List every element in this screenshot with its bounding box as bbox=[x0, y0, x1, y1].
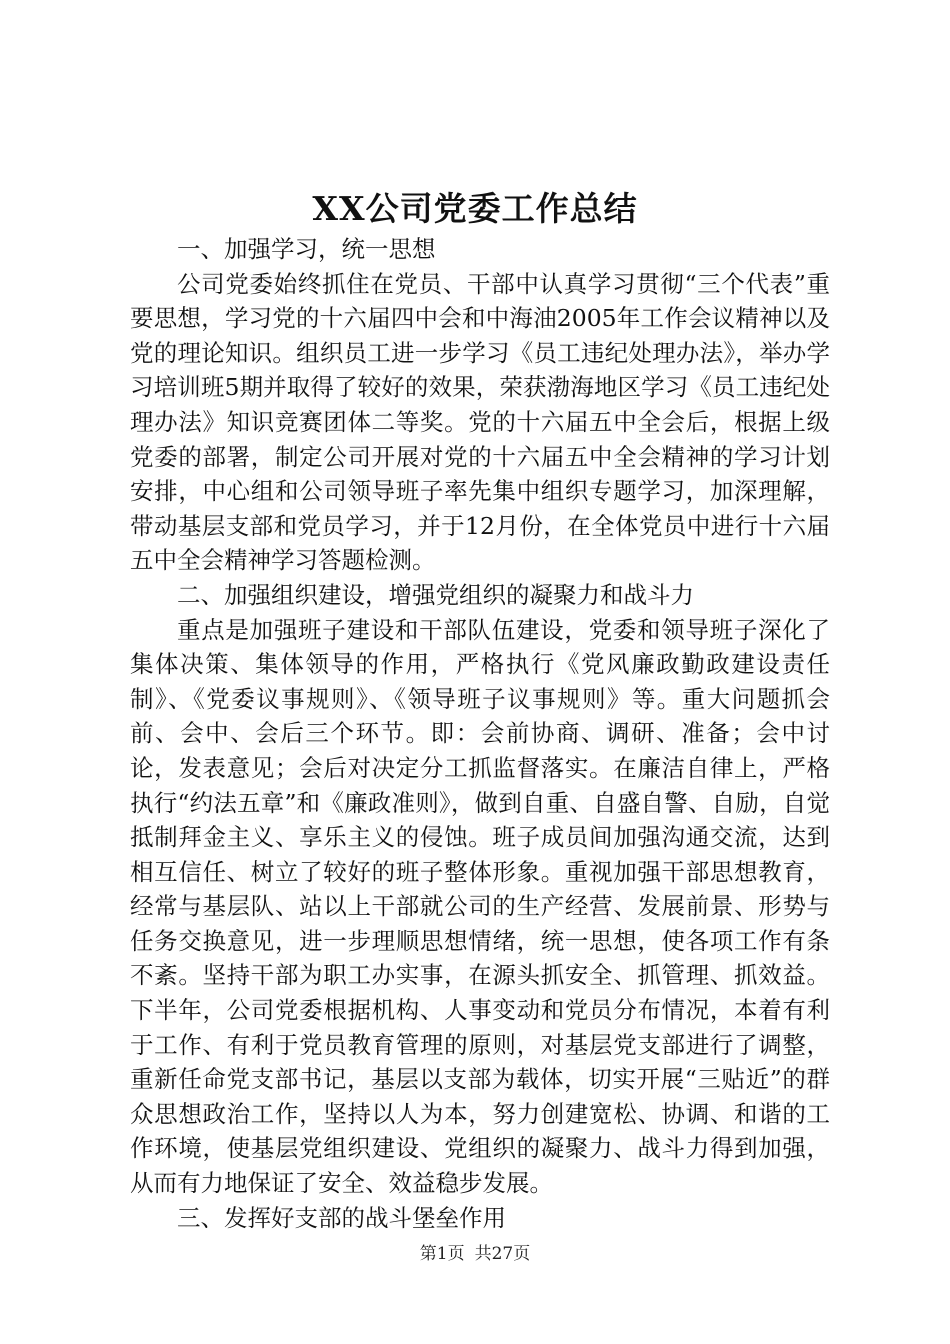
section-heading-1: 一、加强学习，统一思想 bbox=[177, 235, 436, 263]
section-paragraph-1: 公司党委始终抓住在党员、干部中认真学习贯彻“三个代表”重要思想，学习党的十六届四中会和中海油2005年工作会议精神以及党的理论知识。组织员工进一步学习《员工违纪处理办法》，举办学习培训班5期并取得了较好的效果，荣获渤海地区学习《员工违纪处理办法》知识竞赛团体二等奖。党的十六届五中全会后，根据上级党委的部署，制定公司开展对党的十六届五中全会精神的学习计划安排，中心组和公司领导班子率先集中组织专题学习，加深理解，带动基层支部和党员学习，并于12月份，在全体党员中进行十六届五中全会精神学习答题检测。 bbox=[130, 269, 830, 575]
page-footer bbox=[0, 1242, 950, 1266]
document-body bbox=[130, 232, 830, 1235]
page-number: 第1页 bbox=[419, 1244, 465, 1264]
document-title: XX公司党委工作总结 bbox=[312, 189, 638, 228]
section-heading-3: 三、发挥好支部的战斗堡垒作用 bbox=[177, 1203, 506, 1232]
section-paragraph-2: 重点是加强班子建设和干部队伍建设，党委和领导班子深化了集体决策、集体领导的作用，严格执行《党风廉政勤政建设责任制》、《党委议事规则》、《领导班子议事规则》等。重大问题抓会前、会中、会后三个环节。即：会前协商、调研、准备；会中讨论，发表意见；会后对决定分工抓监督落实。在廉洁自律上，严格执行“约法五章”和《廉政准则》，做到自重、自盛自警、自励，自觉抵制拜金主义、享乐主义的侵蚀。班子成员间加强沟通交流，达到相互信任、树立了较好的班子整体形象。重视加强干部思想教育，经常与基层队、站以上干部就公司的生产经营、发展前景、形势与任务交换意见，进一步理顺思想情绪，统一思想，使各项工作有条不紊。坚持干部为职工办实事，在源头抓安全、抓管理、抓效益。下半年，公司党委根据机构、人事变动和党员分布情况，本着有利于工作、有利于党员教育管理的原则，对基层党支部进行了调整，重新任命党支部书记，基层以支部为载体，切实开展“三贴近”的群众思想政治工作，坚持以人为本，努力创建宽松、协调、和谐的工作环境，使基层党组织建设、党组织的凝聚力、战斗力得到加强，从而有力地保证了安全、效益稳步发展。 bbox=[130, 615, 830, 1198]
page-total: 共27页 bbox=[474, 1244, 531, 1264]
section-heading-2: 二、加强组织建设，增强党组织的凝聚力和战斗力 bbox=[177, 580, 694, 609]
